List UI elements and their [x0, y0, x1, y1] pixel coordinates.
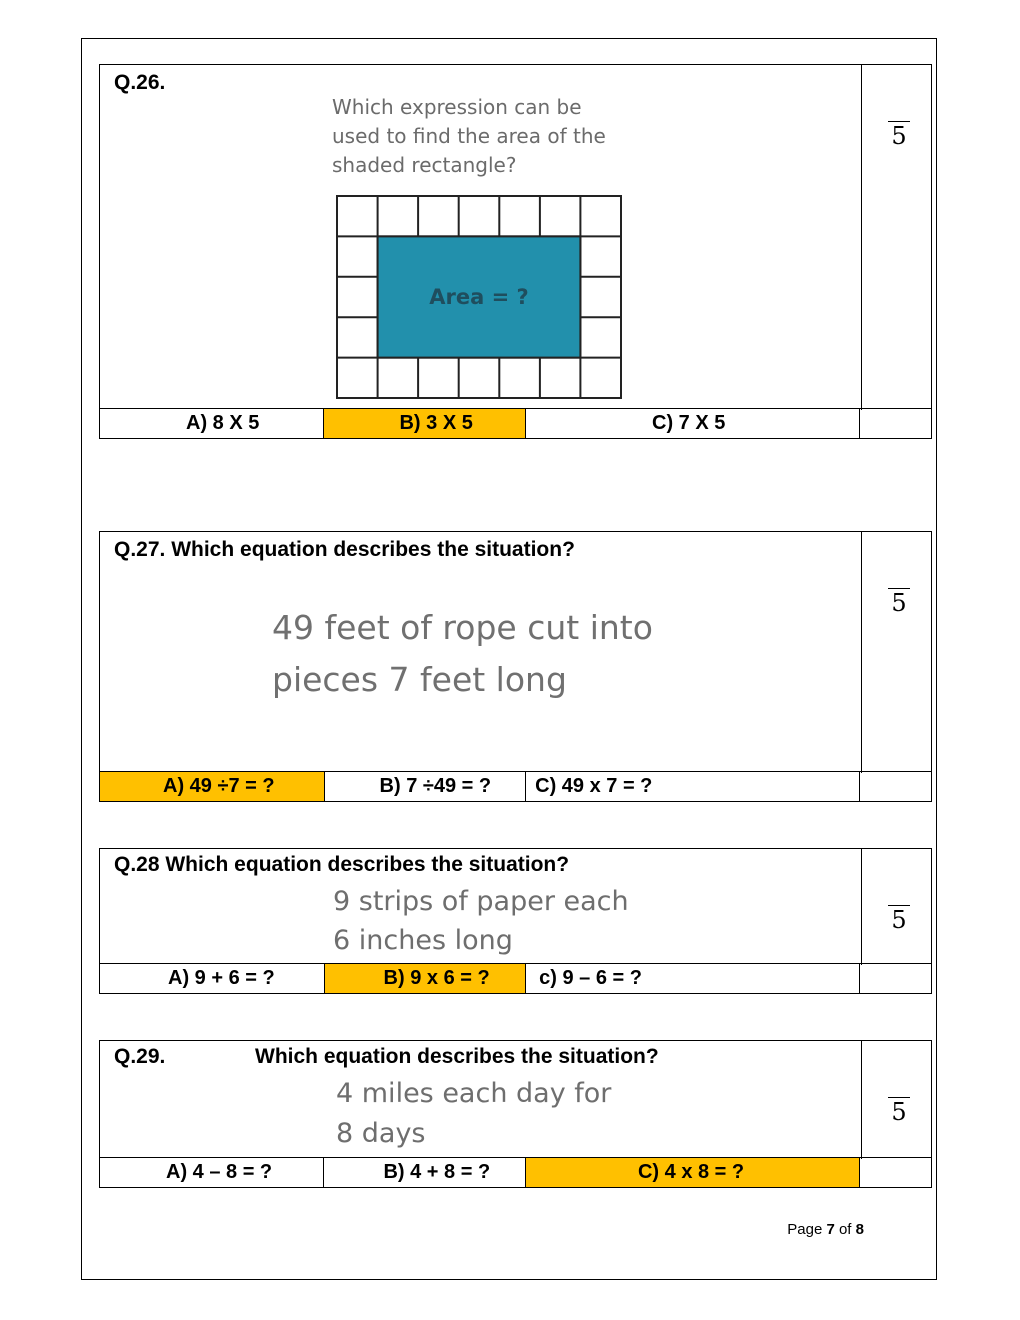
question-28-prompt-line-2: 6 inches long	[333, 925, 513, 956]
page-number-prefix: Page	[787, 1221, 827, 1238]
question-28-number: Q.28 Which equation describes the situation?	[114, 853, 570, 876]
question-26-prompt-line-3: shaded rectangle?	[332, 153, 517, 177]
question-29-option-b[interactable]: B) 4 + 8 = ?	[324, 1158, 526, 1187]
question-26-answer-blank	[860, 409, 931, 438]
question-28-marks: 5	[888, 905, 910, 933]
question-27-marks: 5	[888, 588, 910, 616]
question-29-option-c[interactable]: C) 4 x 8 = ?	[526, 1158, 860, 1187]
question-29-marks-cell	[861, 1041, 933, 1159]
question-27-prompt-line-2: pieces 7 feet long	[272, 660, 567, 699]
question-27-number: Q.27. Which equation describes the situation?	[114, 538, 575, 561]
question-28-answers	[99, 963, 932, 994]
question-28-box	[99, 848, 932, 964]
question-26-answers	[99, 408, 932, 439]
question-27-marks-cell	[861, 532, 933, 773]
question-26-marks-cell	[861, 65, 933, 410]
page-number-of: of	[834, 1221, 856, 1238]
page-number	[787, 1221, 864, 1238]
question-28-answer-blank	[860, 964, 931, 993]
question-28-marks-cell	[861, 849, 933, 965]
question-28-option-c[interactable]: c) 9 – 6 = ?	[526, 964, 860, 993]
question-29-prompt-line-2: 8 days	[336, 1118, 426, 1149]
question-26-option-b[interactable]: B) 3 X 5	[324, 409, 526, 438]
shaded-rectangle-label: Area = ?	[429, 285, 529, 309]
question-29-marks: 5	[888, 1097, 910, 1125]
question-26-prompt-line-2: used to find the area of the	[332, 124, 606, 148]
question-26-number: Q.26.	[114, 71, 166, 94]
question-27-option-c[interactable]: C) 49 x 7 = ?	[526, 772, 860, 801]
question-29-answer-blank	[860, 1158, 931, 1187]
question-29-box	[99, 1040, 932, 1158]
question-27-box	[99, 531, 932, 772]
question-26-option-c[interactable]: C) 7 X 5	[526, 409, 860, 438]
question-27-option-a[interactable]: A) 49 ÷7 = ?	[100, 772, 325, 801]
question-27-prompt-line-1: 49 feet of rope cut into	[272, 608, 653, 647]
question-29-option-a[interactable]: A) 4 – 8 = ?	[100, 1158, 324, 1187]
page-number-total: 8	[855, 1221, 864, 1238]
question-26-option-a[interactable]: A) 8 X 5	[100, 409, 324, 438]
question-27-answer-blank	[860, 772, 931, 801]
question-26-marks: 5	[888, 121, 910, 149]
question-26-box	[99, 64, 932, 409]
question-29-number: Q.29.	[114, 1045, 166, 1068]
question-28-prompt-line-1: 9 strips of paper each	[333, 886, 629, 917]
question-29-answers	[99, 1157, 932, 1188]
question-29-prompt-line-1: 4 miles each day for	[336, 1078, 612, 1109]
question-28-option-a[interactable]: A) 9 + 6 = ?	[100, 964, 325, 993]
question-27-answers	[99, 771, 932, 802]
question-26-prompt-line-1: Which expression can be	[332, 95, 582, 119]
area-grid-figure	[336, 195, 624, 401]
page-number-current: 7	[826, 1221, 835, 1238]
question-28-option-b[interactable]: B) 9 x 6 = ?	[325, 964, 527, 993]
question-29-title: Which equation describes the situation?	[255, 1045, 659, 1068]
question-27-option-b[interactable]: B) 7 ÷49 = ?	[325, 772, 527, 801]
